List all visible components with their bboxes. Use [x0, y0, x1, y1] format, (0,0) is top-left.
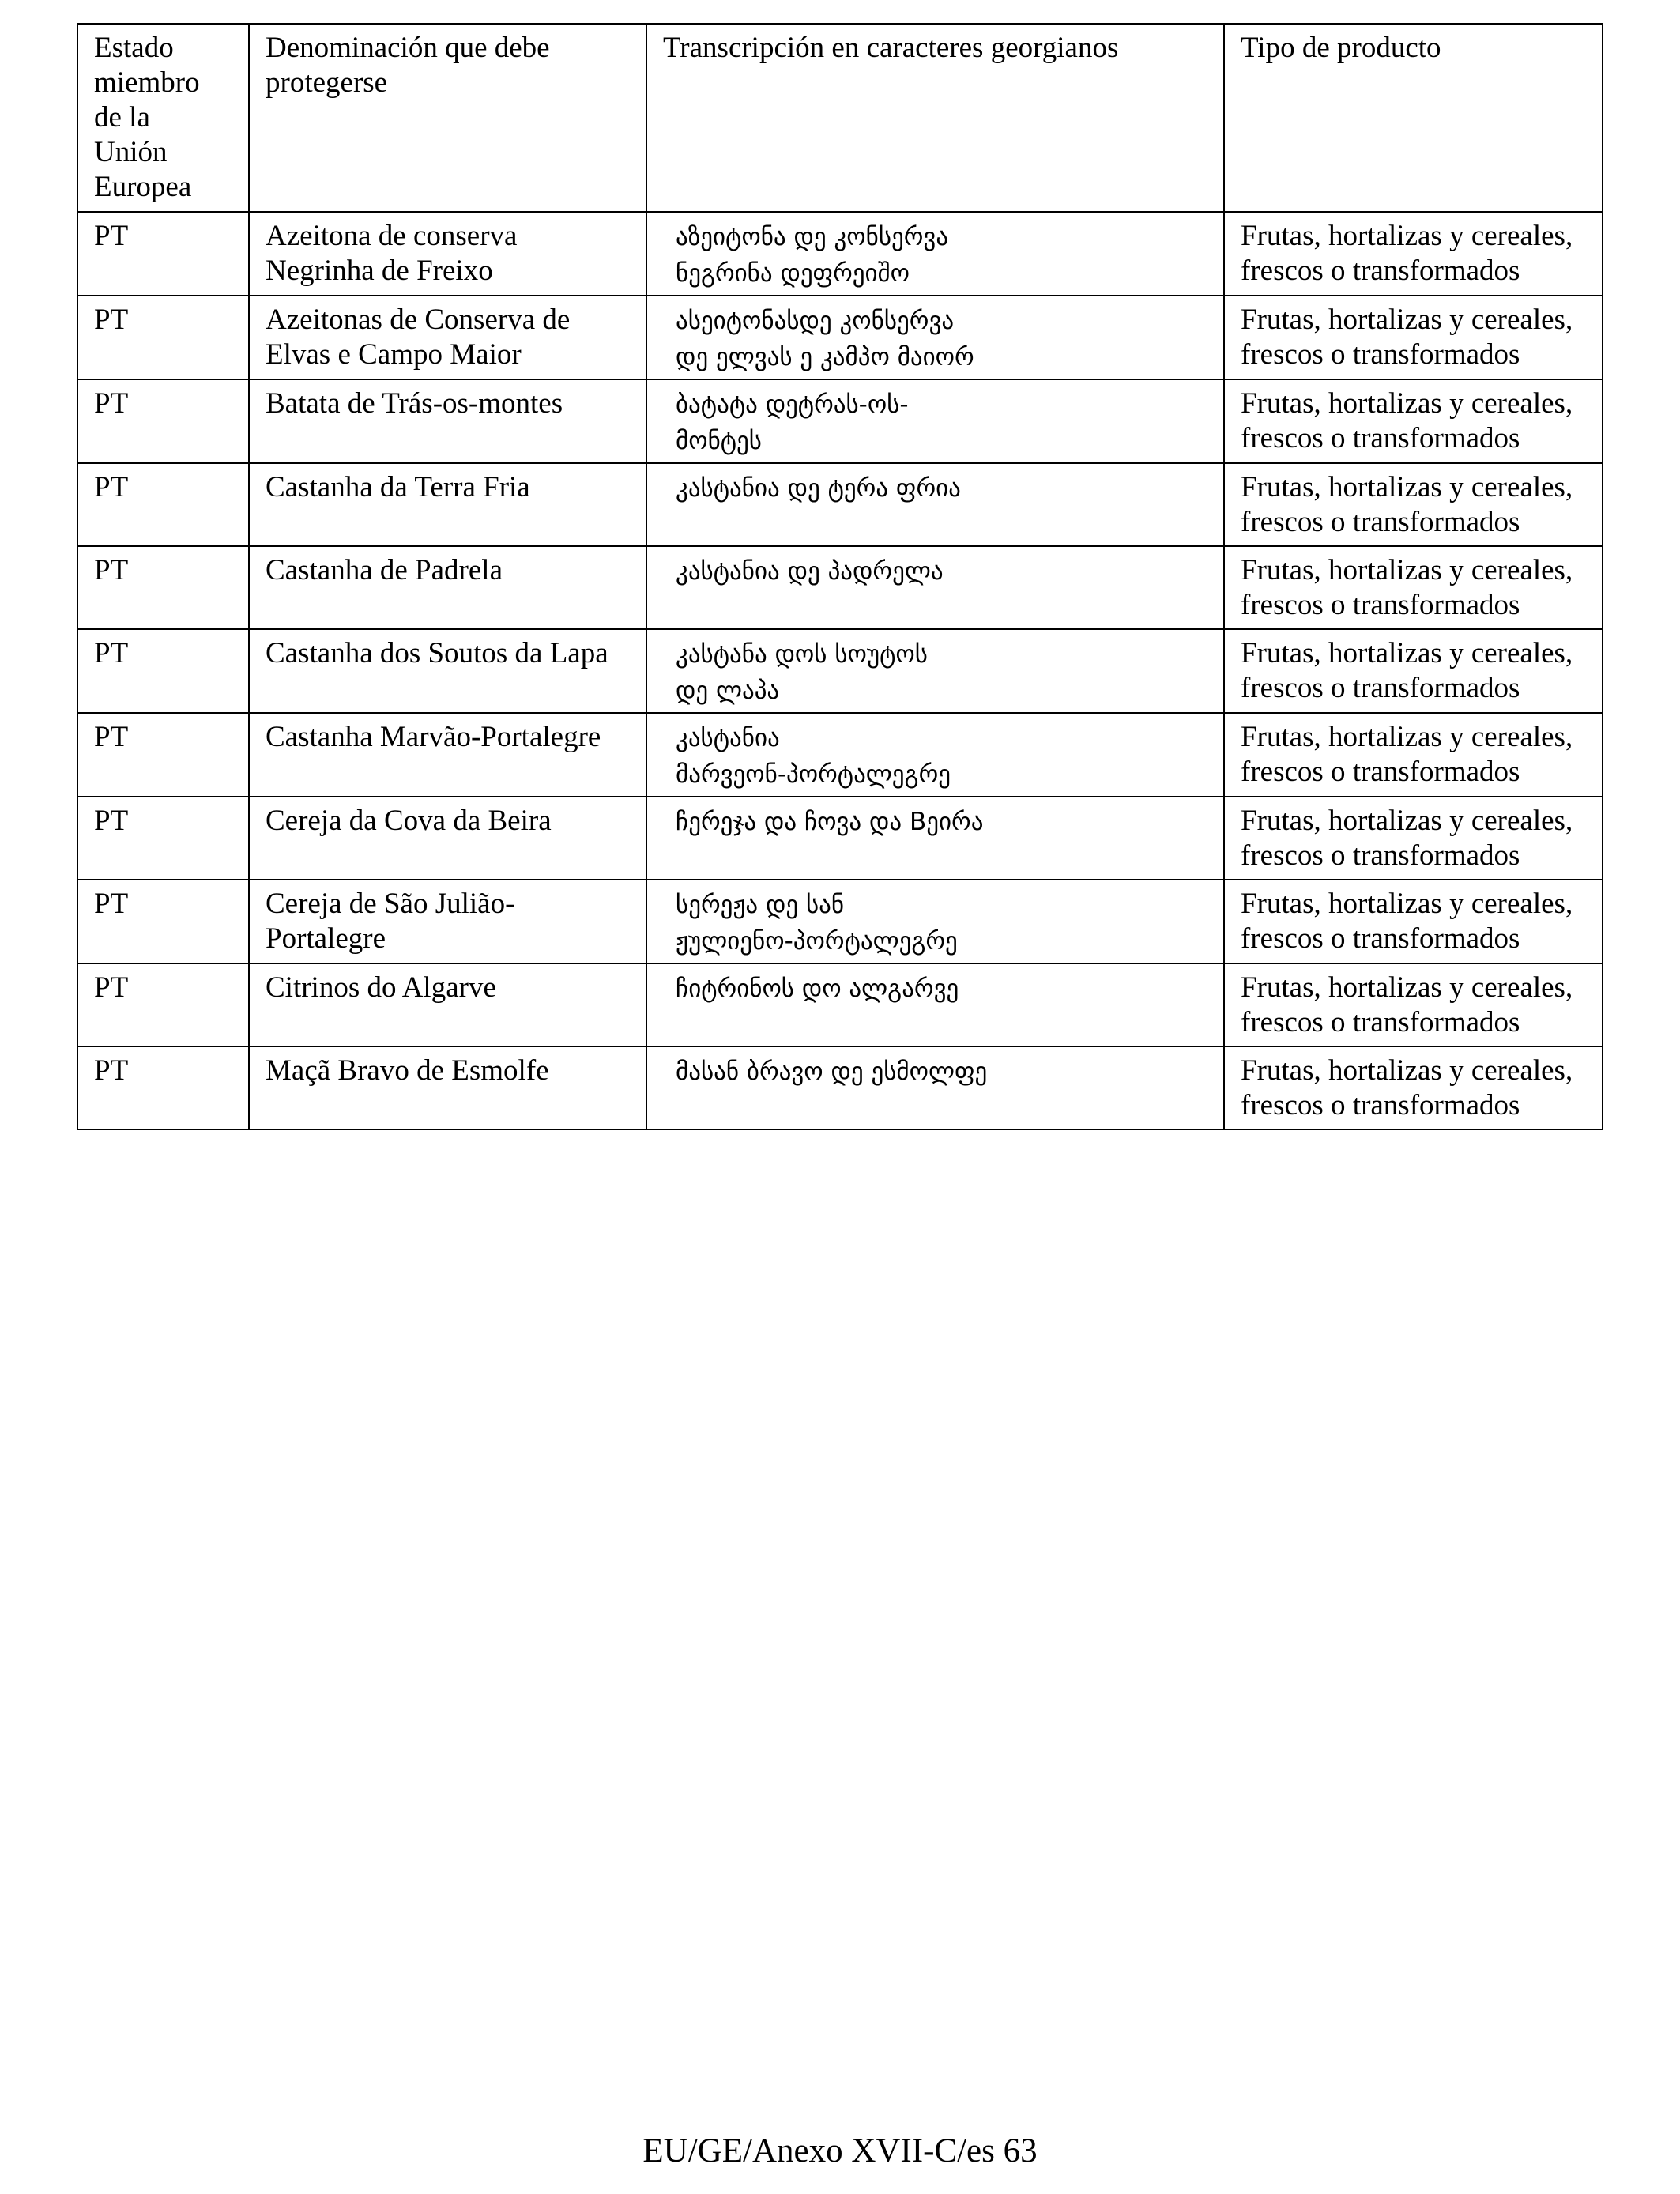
georgian-text: ასეიტონასდე კონსერვა დე ელვას ე კამპო მაიორ: [676, 307, 974, 371]
denomination-text: Cereja da Cova da Beira: [266, 805, 552, 837]
table-row: [77, 797, 1603, 880]
header-georgian-transcription: [646, 24, 1224, 212]
georgian-cell: [646, 296, 1224, 379]
member-state-cell: [77, 212, 249, 296]
member-state-cell: [77, 546, 249, 629]
header-label: Transcripción en caracteres georgianos: [663, 32, 1119, 64]
header-label: Denominación que debe protegerse: [266, 32, 550, 99]
table-row: [77, 1046, 1603, 1129]
denomination-cell: [249, 629, 646, 713]
table-row: [77, 463, 1603, 546]
product-type-text: Frutas, hortalizas y cereales, frescos o transformados: [1241, 721, 1573, 788]
product-type-cell: [1224, 212, 1603, 296]
header-product-type: [1224, 24, 1603, 212]
table-row: [77, 296, 1603, 379]
georgian-cell: [646, 713, 1224, 797]
header-member-state: [77, 24, 249, 212]
header-row: [77, 24, 1603, 212]
member-state-text: PT: [94, 303, 129, 336]
table-body: [77, 212, 1603, 1129]
member-state-text: PT: [94, 471, 129, 503]
member-state-cell: [77, 1046, 249, 1129]
denomination-text: Castanha de Padrela: [266, 554, 503, 586]
georgian-text: კასტანია მარვეონ-პორტალეგრე: [676, 724, 951, 789]
denomination-text: Azeitonas de Conserva de Elvas e Campo Maior: [266, 303, 571, 371]
member-state-cell: [77, 629, 249, 713]
denomination-text: Maçã Bravo de Esmolfe: [266, 1054, 549, 1087]
product-type-text: Frutas, hortalizas y cereales, frescos o transformados: [1241, 220, 1573, 287]
header-label: Tipo de producto: [1241, 32, 1441, 64]
product-type-cell: [1224, 629, 1603, 713]
table-row: [77, 963, 1603, 1046]
denomination-cell: [249, 463, 646, 546]
denomination-cell: [249, 963, 646, 1046]
table-row: [77, 629, 1603, 713]
member-state-text: PT: [94, 971, 129, 1004]
denomination-cell: [249, 212, 646, 296]
product-type-text: Frutas, hortalizas y cereales, frescos o transformados: [1241, 387, 1573, 454]
product-type-cell: [1224, 296, 1603, 379]
denomination-text: Batata de Trás-os-montes: [266, 387, 563, 420]
denomination-text: Castanha Marvão-Portalegre: [266, 721, 601, 753]
georgian-cell: [646, 629, 1224, 713]
georgian-text: მასან ბრავო დე ესმოლფე: [676, 1057, 988, 1086]
member-state-cell: [77, 713, 249, 797]
product-type-text: Frutas, hortalizas y cereales, frescos o transformados: [1241, 554, 1573, 621]
denomination-cell: [249, 797, 646, 880]
denomination-text: Castanha dos Soutos da Lapa: [266, 637, 608, 669]
product-type-cell: [1224, 379, 1603, 463]
member-state-cell: [77, 296, 249, 379]
gi-table: [77, 23, 1603, 1130]
product-type-text: Frutas, hortalizas y cereales, frescos o transformados: [1241, 303, 1573, 371]
georgian-cell: [646, 379, 1224, 463]
georgian-text: ბატატა დეტრას-ოს- მონტეს: [676, 390, 909, 455]
product-type-cell: [1224, 1046, 1603, 1129]
georgian-cell: [646, 463, 1224, 546]
product-type-text: Frutas, hortalizas y cereales, frescos o transformados: [1241, 637, 1573, 704]
denomination-text: Azeitona de conserva Negrinha de Freixo: [266, 220, 518, 287]
member-state-cell: [77, 880, 249, 963]
table-row: [77, 880, 1603, 963]
page-footer-reference: EU/GE/Anexo XVII-C/es 63: [642, 2132, 1038, 2169]
georgian-text: კასტანა დოს სოუტოს დე ლაპა: [676, 640, 928, 705]
denomination-cell: [249, 296, 646, 379]
table-row: [77, 212, 1603, 296]
member-state-text: PT: [94, 554, 129, 586]
georgian-cell: [646, 1046, 1224, 1129]
member-state-text: PT: [94, 888, 129, 920]
member-state-text: PT: [94, 805, 129, 837]
georgian-cell: [646, 880, 1224, 963]
product-type-cell: [1224, 546, 1603, 629]
member-state-cell: [77, 963, 249, 1046]
member-state-cell: [77, 463, 249, 546]
denomination-cell: [249, 880, 646, 963]
product-type-text: Frutas, hortalizas y cereales, frescos o transformados: [1241, 1054, 1573, 1122]
product-type-text: Frutas, hortalizas y cereales, frescos o transformados: [1241, 971, 1573, 1039]
table-row: [77, 713, 1603, 797]
table-row: [77, 546, 1603, 629]
product-type-text: Frutas, hortalizas y cereales, frescos o transformados: [1241, 471, 1573, 538]
table-header: [77, 24, 1603, 212]
product-type-cell: [1224, 963, 1603, 1046]
georgian-cell: [646, 546, 1224, 629]
denomination-text: Cereja de São Julião- Portalegre: [266, 888, 515, 955]
member-state-cell: [77, 797, 249, 880]
denomination-cell: [249, 546, 646, 629]
product-type-text: Frutas, hortalizas y cereales, frescos o transformados: [1241, 888, 1573, 955]
georgian-text: კასტანია დე ტერა ფრია: [676, 474, 961, 503]
product-type-cell: [1224, 797, 1603, 880]
georgian-text: ჩერეჯა და ჩოვა და Bეირა: [676, 808, 984, 836]
product-type-cell: [1224, 880, 1603, 963]
member-state-text: PT: [94, 220, 129, 252]
product-type-text: Frutas, hortalizas y cereales, frescos o transformados: [1241, 805, 1573, 872]
georgian-text: აზეიტონა დე კონსერვა ნეგრინა დეფრეიშო: [676, 223, 949, 288]
denomination-text: Citrinos do Algarve: [266, 971, 496, 1004]
member-state-cell: [77, 379, 249, 463]
georgian-text: სერეჟა დე სან ჟულიენო-პორტალეგრე: [676, 891, 958, 956]
header-denomination: [249, 24, 646, 212]
member-state-text: PT: [94, 721, 129, 753]
member-state-text: PT: [94, 637, 129, 669]
georgian-cell: [646, 797, 1224, 880]
denomination-cell: [249, 1046, 646, 1129]
header-label: Estado miembro de la Unión Europea: [94, 32, 200, 203]
georgian-cell: [646, 963, 1224, 1046]
member-state-text: PT: [94, 387, 129, 420]
product-type-cell: [1224, 713, 1603, 797]
georgian-text: ჩიტრინოს დო ალგარვე: [676, 974, 959, 1003]
georgian-cell: [646, 212, 1224, 296]
table-row: [77, 379, 1603, 463]
product-type-cell: [1224, 463, 1603, 546]
member-state-text: PT: [94, 1054, 129, 1087]
denomination-cell: [249, 713, 646, 797]
georgian-text: კასტანია დე პადრელა: [676, 557, 944, 586]
denomination-text: Castanha da Terra Fria: [266, 471, 530, 503]
denomination-cell: [249, 379, 646, 463]
